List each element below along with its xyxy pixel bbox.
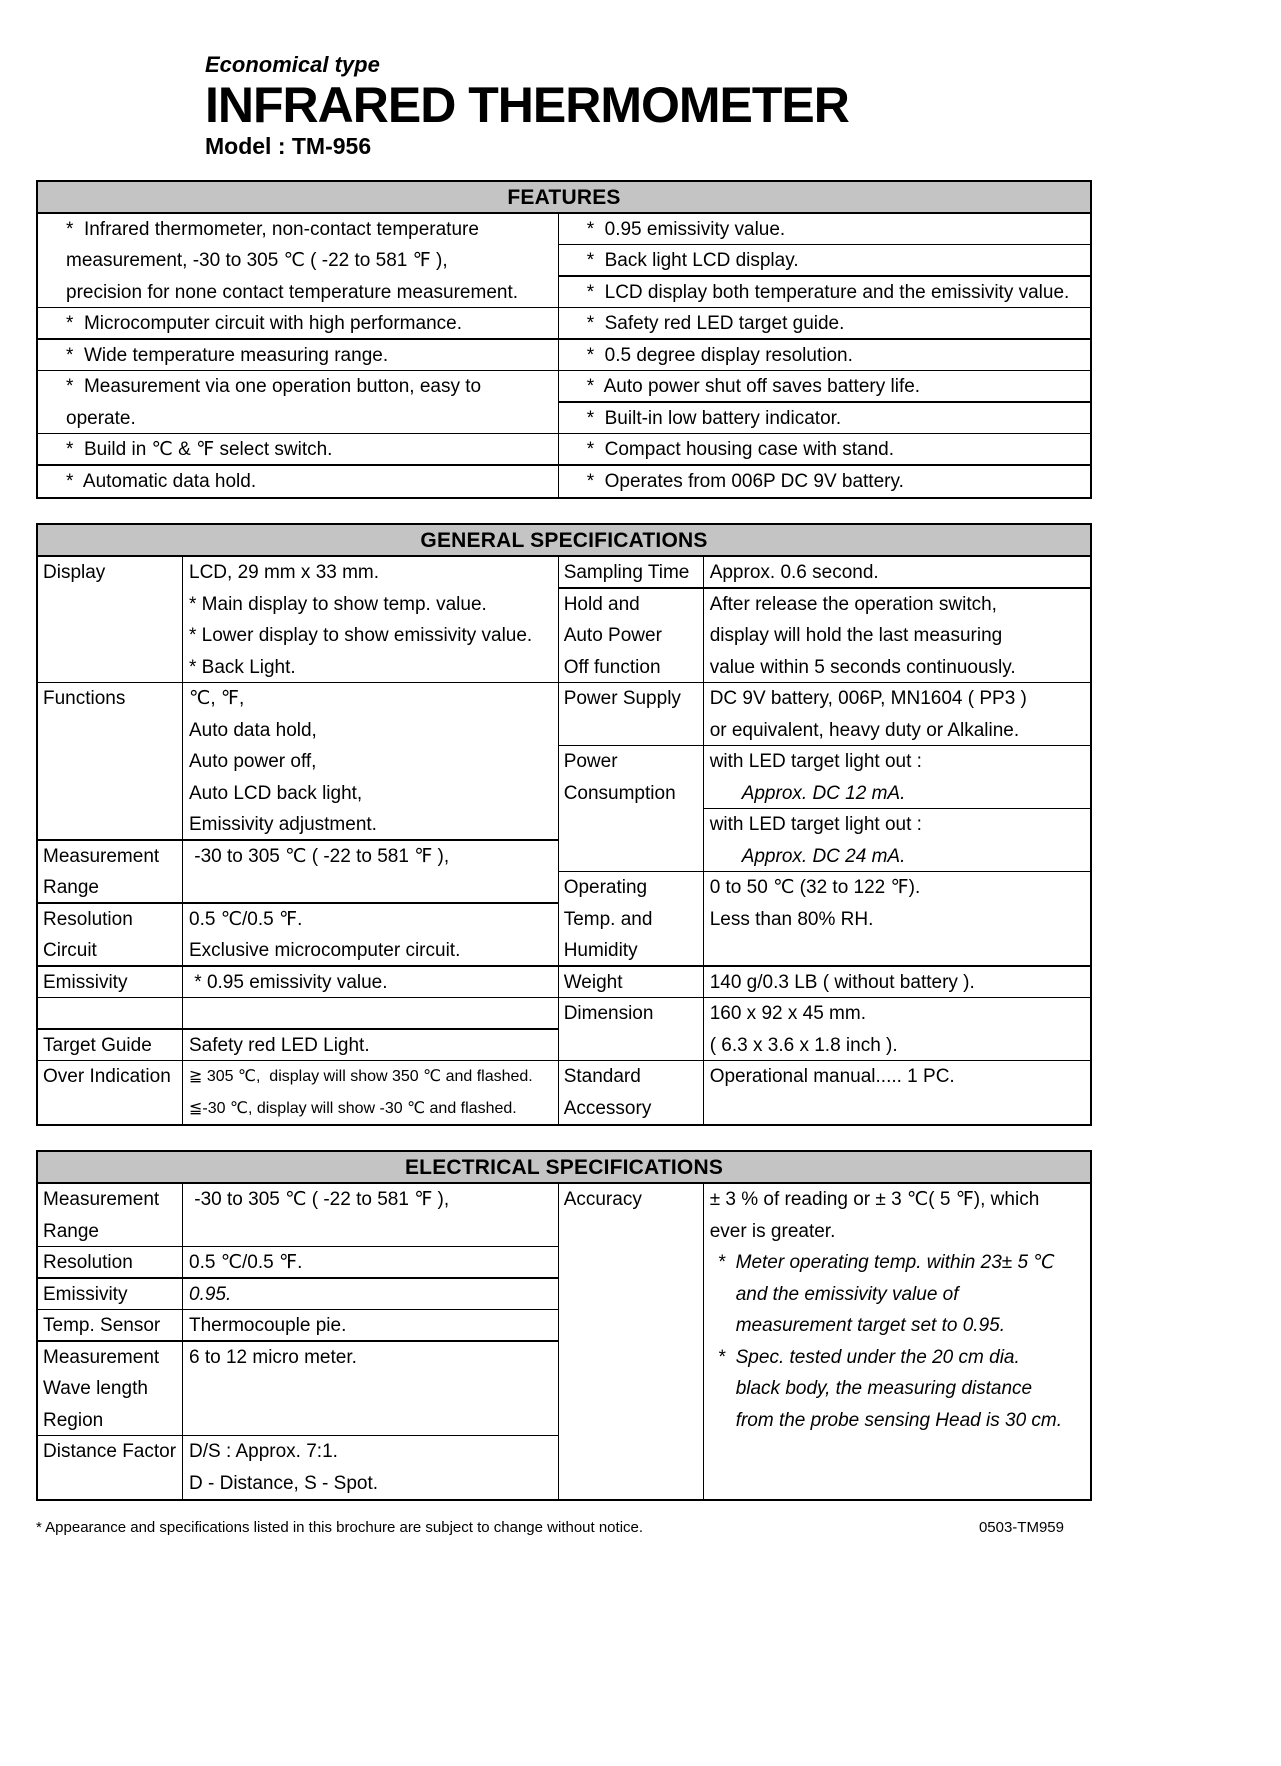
spec-value bbox=[703, 967, 1090, 999]
spec-value-line: or equivalent, heavy duty or Alkaline. bbox=[709, 719, 1020, 741]
spec-label-line: Resolution bbox=[43, 1252, 133, 1274]
spec-label bbox=[559, 589, 703, 684]
feature-item bbox=[38, 340, 558, 372]
feature-lines bbox=[559, 371, 1090, 403]
spec-label bbox=[559, 998, 703, 1061]
spec-label-line: Resolution bbox=[43, 908, 133, 930]
spec-label-line: Accuracy bbox=[563, 1189, 642, 1211]
spec-label bbox=[38, 557, 182, 683]
spec-label bbox=[38, 967, 182, 999]
spec-label bbox=[559, 1184, 703, 1499]
spec-row bbox=[38, 683, 558, 841]
feature-item bbox=[559, 434, 1090, 466]
feature-item bbox=[38, 308, 558, 340]
spec-value-line: 0.5 ℃/0.5 ℉. bbox=[189, 908, 303, 930]
spec-value-line: Approx. DC 24 mA. bbox=[741, 845, 906, 867]
spec-value bbox=[182, 557, 558, 683]
spec-label-line: Distance Factor bbox=[43, 1441, 177, 1463]
spec-row bbox=[38, 998, 558, 1030]
feature-item bbox=[559, 340, 1090, 372]
spec-value bbox=[182, 1061, 558, 1124]
spec-value-line: Auto power off, bbox=[189, 751, 317, 773]
feature-item bbox=[38, 214, 558, 309]
footer-note: * Appearance and specifications listed in this brochure are subject to change without notice. bbox=[36, 1519, 644, 1537]
spec-row bbox=[559, 872, 1090, 967]
spec-label-line: Operating bbox=[563, 877, 648, 899]
spec-value bbox=[182, 998, 558, 1030]
features-body bbox=[38, 214, 1090, 498]
spec-value bbox=[182, 904, 558, 967]
spec-value-line: -30 to 305 ℃ ( -22 to 581 ℉ ), bbox=[189, 845, 450, 867]
spec-row bbox=[38, 1184, 558, 1247]
spec-value-line: Thermocouple pie. bbox=[189, 1315, 347, 1337]
spec-value-line: and the emissivity value of bbox=[735, 1283, 959, 1305]
spec-value-line: ever is greater. bbox=[709, 1220, 836, 1242]
spec-label-line: Measurement bbox=[43, 845, 160, 867]
spec-label-line: Functions bbox=[43, 688, 126, 710]
feature-text: * 0.95 emissivity value. bbox=[586, 218, 786, 240]
electrical-specs-left-column bbox=[38, 1184, 558, 1499]
spec-label-line: Auto Power bbox=[563, 625, 662, 647]
spec-value-line: ≧ 305 ℃, display will show 350 ℃ and flashed. bbox=[189, 1068, 533, 1086]
feature-text: * LCD display both temperature and the emissivity value. bbox=[586, 281, 1070, 303]
feature-lines bbox=[38, 434, 558, 466]
spec-label-line: Dimension bbox=[563, 1003, 654, 1025]
spec-value-line: Operational manual..... 1 PC. bbox=[709, 1066, 955, 1088]
spec-label-line: Humidity bbox=[563, 940, 638, 962]
features-table bbox=[36, 180, 1092, 500]
spec-label bbox=[38, 1310, 182, 1342]
document-content bbox=[36, 0, 1092, 1536]
spec-value-line: ( 6.3 x 3.6 x 1.8 inch ). bbox=[709, 1034, 898, 1056]
spec-value bbox=[182, 1247, 558, 1279]
spec-row bbox=[38, 1279, 558, 1311]
spec-row bbox=[38, 1030, 558, 1062]
spec-label-line: Over Indication bbox=[43, 1066, 171, 1088]
spec-value bbox=[182, 1436, 558, 1499]
feature-text: * Build in ℃ & ℉ select switch. bbox=[66, 439, 333, 461]
spec-row bbox=[38, 967, 558, 999]
feature-lines bbox=[559, 308, 1090, 340]
spec-label bbox=[38, 1061, 182, 1124]
spec-value-line: 6 to 12 micro meter. bbox=[189, 1346, 357, 1368]
spec-label-line: Wave length bbox=[43, 1378, 148, 1400]
spec-label-line: Temp. Sensor bbox=[43, 1315, 161, 1337]
feature-lines bbox=[38, 308, 558, 340]
spec-label-line: Accessory bbox=[563, 1097, 652, 1119]
general-specs-table bbox=[36, 523, 1092, 1126]
spec-value bbox=[703, 557, 1090, 589]
spec-value-line: 160 x 92 x 45 mm. bbox=[709, 1003, 866, 1025]
spec-value-line: with LED target light out : bbox=[709, 751, 922, 773]
feature-text: * 0.5 degree display resolution. bbox=[586, 344, 853, 366]
feature-text: * Back light LCD display. bbox=[586, 250, 799, 272]
spec-value-line: from the probe sensing Head is 30 cm. bbox=[735, 1409, 1063, 1431]
feature-text: * Operates from 006P DC 9V battery. bbox=[586, 470, 904, 492]
spec-value bbox=[703, 872, 1090, 967]
spec-row bbox=[38, 1436, 558, 1499]
spec-value-line: * Main display to show temp. value. bbox=[189, 593, 487, 615]
document-code: 0503-TM959 bbox=[978, 1519, 1064, 1537]
spec-row bbox=[559, 998, 1090, 1061]
spec-value-line: Auto data hold, bbox=[189, 719, 317, 741]
feature-text: precision for none contact temperature measurement. bbox=[66, 281, 519, 303]
spec-label-line: Off function bbox=[563, 656, 661, 678]
feature-item bbox=[38, 371, 558, 434]
feature-item bbox=[559, 277, 1090, 309]
spec-value-line: 140 g/0.3 LB ( without battery ). bbox=[709, 971, 975, 993]
spec-label-line: Consumption bbox=[563, 782, 676, 804]
spec-label-line: Region bbox=[43, 1409, 104, 1431]
feature-text: measurement, -30 to 305 ℃ ( -22 to 581 ℉ ), bbox=[66, 250, 448, 272]
feature-item bbox=[559, 371, 1090, 403]
spec-label-line: Measurement bbox=[43, 1189, 160, 1211]
spec-value-line: Less than 80% RH. bbox=[709, 908, 874, 930]
spec-value-line: LCD, 29 mm x 33 mm. bbox=[189, 562, 380, 584]
spec-label bbox=[38, 1184, 182, 1247]
spec-value-line: ± 3 % of reading or ± 3 ℃( 5 ℉), which bbox=[709, 1189, 1040, 1211]
spec-label-line: Circuit bbox=[43, 940, 97, 962]
feature-lines bbox=[559, 214, 1090, 246]
spec-row bbox=[559, 746, 1090, 872]
spec-value bbox=[703, 746, 1090, 872]
feature-item bbox=[559, 466, 1090, 498]
spec-value-line: 0.5 ℃/0.5 ℉. bbox=[189, 1252, 303, 1274]
electrical-specs-body bbox=[38, 1184, 1090, 1499]
feature-item bbox=[559, 308, 1090, 340]
spec-label-line: Hold and bbox=[563, 593, 640, 615]
spec-label-line: Target Guide bbox=[43, 1034, 152, 1056]
spec-row bbox=[38, 557, 558, 683]
spec-value bbox=[703, 1184, 1090, 1499]
spec-row bbox=[559, 683, 1090, 746]
spec-label bbox=[38, 1279, 182, 1311]
feature-item bbox=[559, 403, 1090, 435]
spec-value bbox=[703, 1061, 1090, 1124]
feature-lines bbox=[38, 371, 558, 434]
spec-value-line: * Spec. tested under the 20 cm dia. bbox=[717, 1346, 1020, 1368]
feature-text: * Automatic data hold. bbox=[66, 470, 257, 492]
spec-value-line: value within 5 seconds continuously. bbox=[709, 656, 1016, 678]
features-right-column bbox=[558, 214, 1090, 498]
spec-value-line: D/S : Approx. 7:1. bbox=[189, 1441, 338, 1463]
spec-value-line: -30 to 305 ℃ ( -22 to 581 ℉ ), bbox=[189, 1189, 450, 1211]
spec-value-line: Approx. DC 12 mA. bbox=[710, 778, 1090, 810]
feature-item bbox=[38, 466, 558, 498]
feature-lines bbox=[38, 214, 558, 309]
spec-row bbox=[559, 557, 1090, 589]
spec-label-line: Measurement bbox=[43, 1346, 160, 1368]
spec-label-line: Emissivity bbox=[43, 971, 128, 993]
feature-text: * Measurement via one operation button, easy to bbox=[66, 376, 482, 398]
spec-row bbox=[559, 1184, 1090, 1499]
spec-value-line: display will hold the last measuring bbox=[709, 625, 1003, 647]
spec-value-line: Emissivity adjustment. bbox=[189, 814, 377, 836]
spec-value-line: D - Distance, S - Spot. bbox=[189, 1472, 379, 1494]
spec-label bbox=[559, 967, 703, 999]
spec-value-line: Approx. 0.6 second. bbox=[709, 562, 879, 584]
spec-row bbox=[38, 1342, 558, 1437]
feature-lines bbox=[559, 434, 1090, 466]
feature-lines bbox=[559, 403, 1090, 435]
spec-label-line: Display bbox=[43, 562, 106, 584]
spec-row bbox=[559, 1061, 1090, 1124]
spec-value-line: 0 to 50 ℃ (32 to 122 ℉). bbox=[709, 877, 921, 899]
spec-label bbox=[38, 683, 182, 841]
spec-row bbox=[38, 1310, 558, 1342]
general-specs-title: GENERAL SPECIFICATIONS bbox=[38, 525, 1090, 557]
spec-row bbox=[559, 589, 1090, 684]
spec-value bbox=[182, 683, 558, 841]
spec-value-line: ℃, ℉, bbox=[189, 688, 245, 710]
tagline: Economical type bbox=[205, 52, 380, 77]
spec-label-line: Weight bbox=[563, 971, 623, 993]
spec-label-line: Temp. and bbox=[563, 908, 653, 930]
spec-label-line: Sampling Time bbox=[563, 562, 690, 584]
spec-value-line: * Lower display to show emissivity value. bbox=[189, 625, 533, 647]
feature-text: * Built-in low battery indicator. bbox=[586, 407, 842, 429]
spec-label-line: Power Supply bbox=[563, 688, 681, 710]
spec-value-line: with LED target light out : bbox=[709, 814, 922, 836]
spec-value-line: 0.95. bbox=[189, 1283, 232, 1305]
spec-label bbox=[38, 1247, 182, 1279]
spec-value-line: After release the operation switch, bbox=[709, 593, 997, 615]
spec-value-line: measurement target set to 0.95. bbox=[735, 1315, 1005, 1337]
feature-lines bbox=[38, 340, 558, 372]
general-specs-body bbox=[38, 557, 1090, 1124]
spec-label bbox=[38, 841, 182, 904]
spec-value-line bbox=[189, 998, 558, 1030]
feature-lines bbox=[559, 466, 1090, 498]
spec-value-line: ≦-30 ℃, display will show -30 ℃ and flashed. bbox=[189, 1099, 517, 1117]
spec-label-line: Range bbox=[43, 877, 99, 899]
spec-label bbox=[559, 746, 703, 872]
feature-item bbox=[559, 214, 1090, 246]
electrical-specs-table bbox=[36, 1150, 1092, 1501]
spec-row bbox=[38, 841, 558, 904]
spec-row bbox=[38, 1247, 558, 1279]
features-left-column bbox=[38, 214, 558, 498]
doc-header bbox=[205, 0, 1092, 160]
spec-value bbox=[182, 1342, 558, 1437]
spec-label bbox=[38, 1030, 182, 1062]
spec-label bbox=[559, 557, 703, 589]
spec-label bbox=[38, 1436, 182, 1499]
spec-label-line bbox=[43, 998, 182, 1030]
spec-value bbox=[182, 1030, 558, 1062]
spec-label bbox=[38, 998, 182, 1030]
spec-label bbox=[559, 872, 703, 967]
features-title: FEATURES bbox=[38, 182, 1090, 214]
spec-value bbox=[182, 1184, 558, 1247]
feature-item bbox=[38, 434, 558, 466]
spec-value bbox=[703, 683, 1090, 746]
spec-value-line: black body, the measuring distance bbox=[735, 1378, 1033, 1400]
spec-label bbox=[38, 1342, 182, 1437]
spec-value-line: Safety red LED Light. bbox=[189, 1034, 370, 1056]
spec-value-line: Exclusive microcomputer circuit. bbox=[189, 940, 461, 962]
spec-label bbox=[559, 683, 703, 746]
spec-value-line: * Back Light. bbox=[189, 656, 296, 678]
feature-text: operate. bbox=[66, 407, 136, 429]
feature-lines bbox=[559, 340, 1090, 372]
spec-value-line: DC 9V battery, 006P, MN1604 ( PP3 ) bbox=[709, 688, 1027, 710]
spec-label-line: Range bbox=[43, 1220, 99, 1242]
spec-row bbox=[38, 1061, 558, 1124]
page-title: INFRARED THERMOMETER bbox=[205, 77, 849, 134]
spec-value bbox=[182, 841, 558, 904]
spec-label bbox=[559, 1061, 703, 1124]
model-number: Model : TM-956 bbox=[205, 133, 372, 160]
feature-lines bbox=[559, 245, 1090, 277]
spec-row bbox=[559, 967, 1090, 999]
feature-text: * Safety red LED target guide. bbox=[586, 313, 845, 335]
spec-value bbox=[703, 998, 1090, 1061]
spec-value bbox=[182, 967, 558, 999]
spec-label bbox=[38, 904, 182, 967]
feature-text: * Compact housing case with stand. bbox=[586, 439, 895, 461]
spec-value bbox=[182, 1279, 558, 1311]
general-specs-right-column bbox=[558, 557, 1090, 1124]
feature-text: * Auto power shut off saves battery life. bbox=[586, 376, 921, 398]
feature-lines bbox=[38, 466, 558, 498]
spec-value-line: Auto LCD back light, bbox=[189, 782, 363, 804]
spec-label-line: Power bbox=[563, 751, 618, 773]
feature-item bbox=[559, 245, 1090, 277]
spec-value-line: * Meter operating temp. within 23± 5 ℃ bbox=[717, 1252, 1055, 1274]
feature-text: * Wide temperature measuring range. bbox=[66, 344, 389, 366]
general-specs-left-column bbox=[38, 557, 558, 1124]
feature-text: * Microcomputer circuit with high performance. bbox=[66, 313, 462, 335]
electrical-specs-title: ELECTRICAL SPECIFICATIONS bbox=[38, 1152, 1090, 1184]
footer bbox=[36, 1519, 1092, 1536]
electrical-specs-right-column bbox=[558, 1184, 1090, 1499]
spec-value bbox=[703, 589, 1090, 684]
feature-text: * Infrared thermometer, non-contact temperature bbox=[66, 218, 479, 240]
spec-value bbox=[182, 1310, 558, 1342]
feature-lines bbox=[559, 277, 1090, 309]
spec-row bbox=[38, 904, 558, 967]
spec-value-line: * 0.95 emissivity value. bbox=[189, 971, 388, 993]
spec-label-line: Emissivity bbox=[43, 1283, 128, 1305]
spec-label-line: Standard bbox=[563, 1066, 641, 1088]
